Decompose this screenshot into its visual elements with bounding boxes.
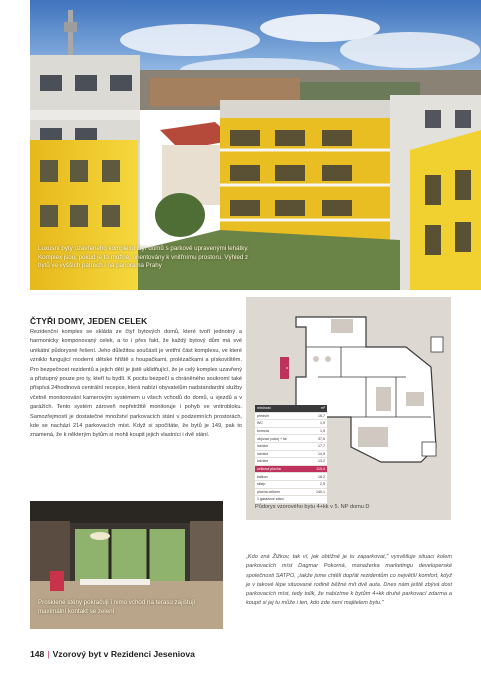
table-row: ložnice 14,9 xyxy=(255,451,327,459)
pull-quote: „Kdo zná Žižkov, tak ví, jak obtížné je tu zaparkovat," vysvětluje situaci kolem parkovacích míst Dagmar Pokorná, manažerka marketingu developerské společnosti SATPO, „takže jsme chtěli dopřát rezidentům co největší komfort, když je v takové lépe situované rodině běžné mít dvě auta. Dnes nám ještě zbývá dost parkovacích míst, tedy tolik, že nabízíme k bytům 4+kk druhé parkovací zdarma a koupit si jej tu může i ten, kdo zde není majitelem bytu." xyxy=(246,554,452,607)
footer-title: Vzorový byt v Rezidenci Jeseniova xyxy=(52,649,195,659)
hero-caption: Luxusní byty uzavřeného komplexu čtyř domů s parkově upravenými lehátky. Komplex jsou, pokud je to možné, orientovány k vnitřnímu prostoru. Výhled z bytů ve vyšších patrech i na panorama Prahy xyxy=(38,245,249,270)
table-row: místnost m² xyxy=(255,405,327,413)
article xyxy=(30,316,242,441)
footer-separator: | xyxy=(47,649,50,659)
table-row: sklep 2,5 xyxy=(255,481,327,489)
table-row: ložnice 17,7 xyxy=(255,443,327,451)
table-row: balkon 18,2 xyxy=(255,473,327,481)
plan-caption: Půdorys vzorového bytu 4+kk v 5. NP domu D xyxy=(255,504,370,510)
hero-photo xyxy=(30,0,481,290)
area-table xyxy=(255,405,327,504)
page-number: 148 xyxy=(30,649,45,659)
table-row: obývací pokoj + kk 37,6 xyxy=(255,435,327,443)
house-tag: D xyxy=(280,357,289,379)
floor-plan-panel xyxy=(246,297,451,520)
table-row: plocha celkem 140,1 xyxy=(255,489,327,497)
table-row: předsíň 16,7 xyxy=(255,413,327,421)
interior-caption: Prosklené stěny pokračují i nimo vchod na terasu zajištují maximální kontakt se zelení xyxy=(38,599,196,615)
table-row: WC 1,9 xyxy=(255,420,327,428)
table-row: komora 1,5 xyxy=(255,428,327,436)
table-row: celková plocha 119,4 xyxy=(255,466,327,474)
interior-photo xyxy=(30,501,223,629)
table-row: 1 garážové stání xyxy=(255,496,327,504)
table-row: ložnice 13,2 xyxy=(255,458,327,466)
article-body: Rezidenční komplex se skládá ze čtyř bytových domů, které tvoří jednotný a harmonicky komponovaný celek, a to i přes fakt, že každý bytový dům má své unikátní půdorysné řešení. Jeho důležitou součástí je vnitřní část komplexu, ve které vzniklo fungující moderní dětské hřiště s houpačkami, prolézačkami a pískovištěm. Pro bezpečnost rezidentů a jejich dětí je jistě uklidňující, že je celý komplex uzavřený a přístupný pouze pro ty, kteří tu bydlí. K pocitu bezpečí a chráněného soukromí také přispívá 24hodinová centrální recepce, která nabízí obyvatelům nadstandardní služby včetně monitorování kamerovým systémem u všech vchodů do domů, u vjezdů a v garážích. Tento systém zároveň nepřetržitě monitoruje i pohyb ve vnitrobloku. Samozřejmostí je dostatečné množství parkovacích stání v podzemních prostorách, kde se nachází 214 parkovacích míst. Když si spočítáte, že bytů je 149, pak to znamená, že k některým bytům si mohli koupit jejich vlastníci i dvě stání. xyxy=(30,329,242,439)
article-title: ČTYŘI DOMY, JEDEN CELEK xyxy=(30,316,148,326)
page-footer xyxy=(30,649,195,659)
